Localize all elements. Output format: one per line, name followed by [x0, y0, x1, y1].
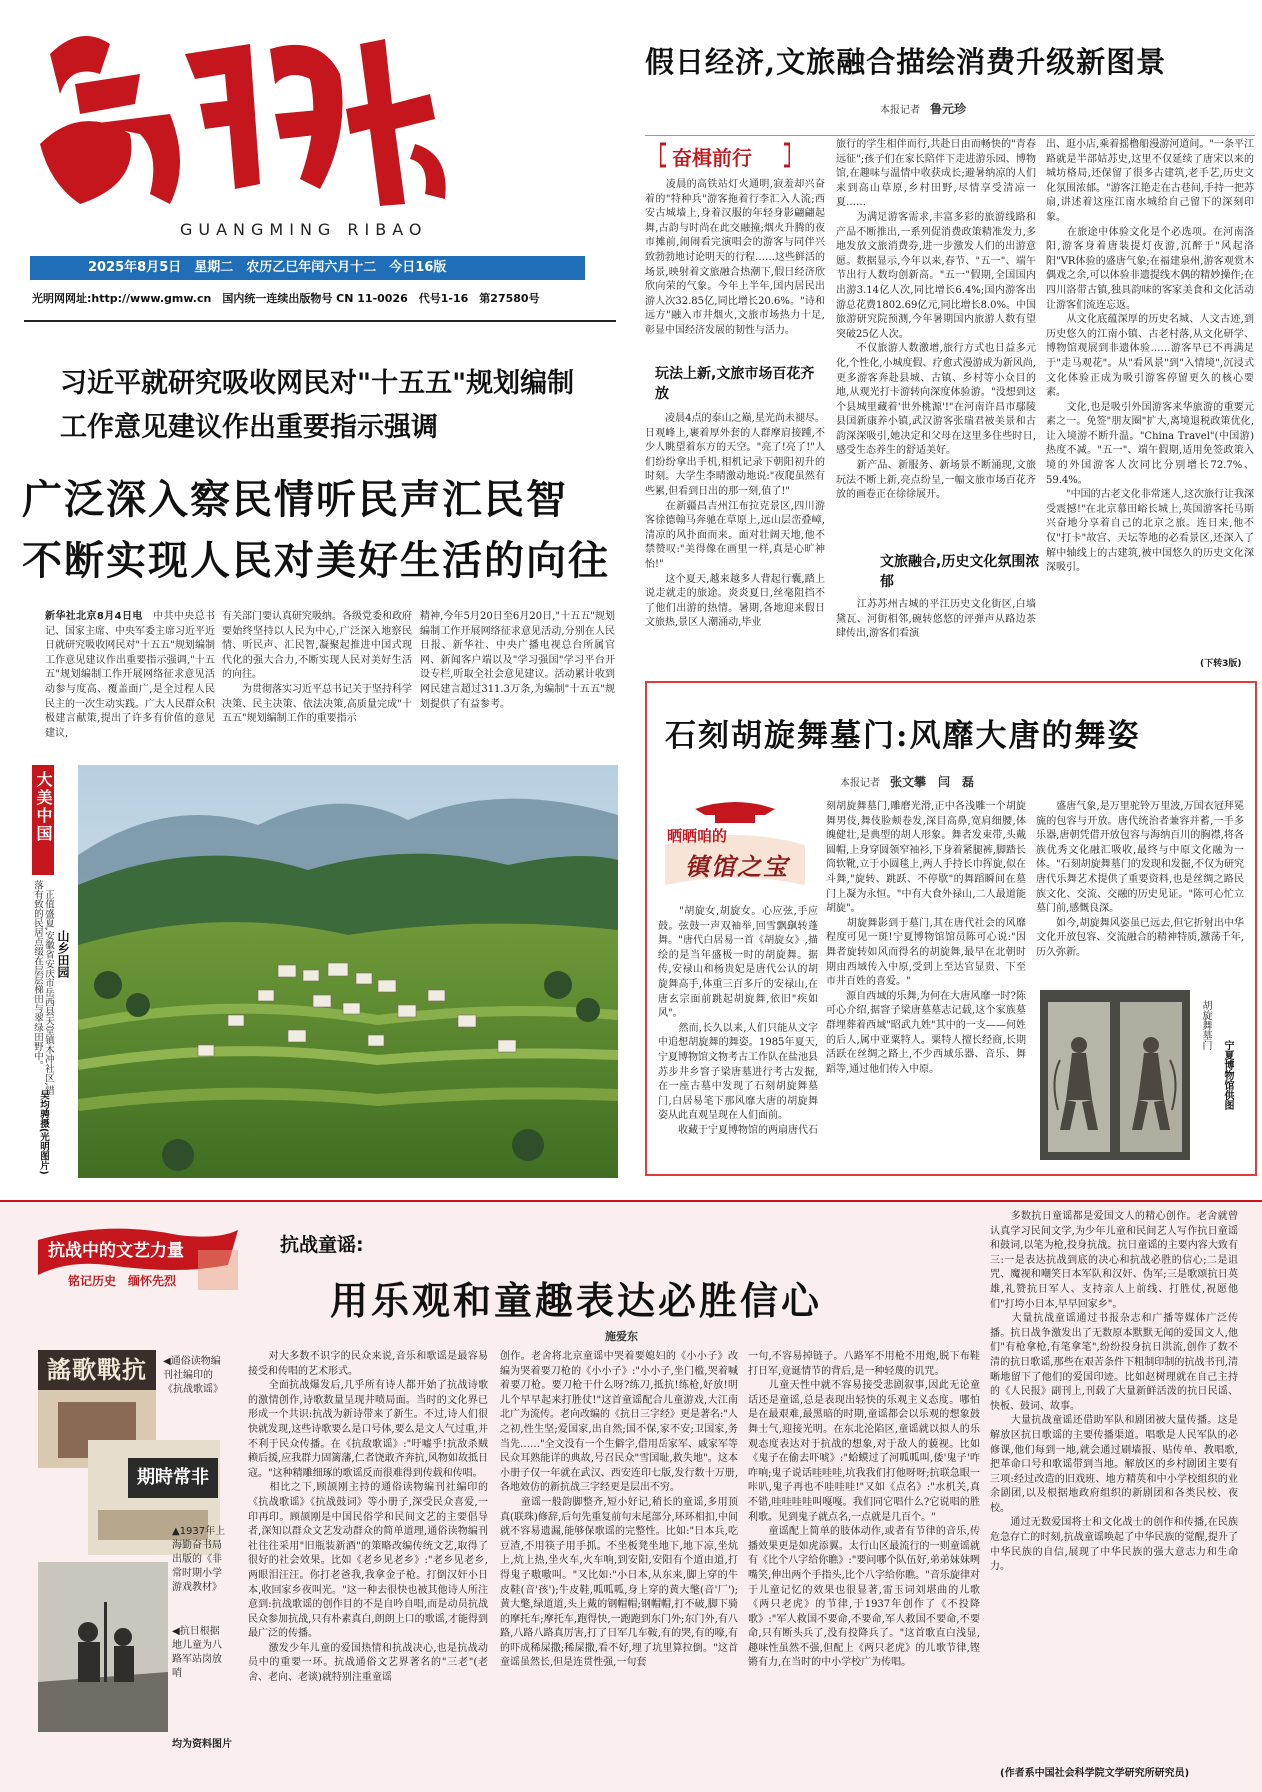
war-col2: 创作。老舍将北京童谣中哭着要媳妇的《小小子》改编为哭着要刀枪的《小小子》:"小小子,坐门槛,哭着喊着要刀枪。要刀枪干什么呀?练刀,抵抗!练枪,好放!明儿个早早起来打胜仗!"这首童谣配合儿童游戏,大江南北广为流传。老向改编的《抗日三字经》更是著名:"人之初,性生坚;爱国家,出自然;国不保,家不安;卫国家,务当先……"全文没有一个生僻字,借用岳家军、戚家军等民众耳熟能详的典故,号召民众"雪国耻,救失地"。这本小册子仅一年就在武汉、西安连印七版,发行数十万册,各地效仿的新抗战三字经更是层出不穷。 童谣一般韵脚整齐,短小好记,稍长的童谣,多用顶真(联珠)修辞,后句先重复前句末尾部分,环环相扣,中间就不容易遗漏,能够保歌谣的完整性。比如:"日本兵,吃豆渣,不用筷子用手抓。不坐板凳坐地下,地下凉,坐炕上,炕上热,坐火车,火车响,到安阳,安阳有个道由道,打得鬼子嗷嗷叫。"又比如:"小日本,从东来,脚上穿的牛皮鞋(音'孩');牛皮鞋,呱呱呱,身上穿的黄大氅(音'厂');黄大氅,绿道道,头上戴的钢帽帽;钢帽帽,打不破,脚下骑的摩托车;摩托车,跑得快,一跑跑到东门外;东门外,有八路,八路八路真厉害,打了日军几车鞍,有的哭,有的嚎,有的吓成稀屎撒;稀屎撒,看不好,埋了坑里算拉倒。"这首童谣虽然长,但是连贯性强,一句套: [500, 1351, 738, 1669]
lead-col1: [45, 610, 215, 740]
war-col1: 对大多数不识字的民众来说,音乐和歌谣是最容易接受和传唱的艺术形式。 全面抗战爆发后,几乎所有诗人都开始了抗战诗歌的激情创作,诗歌数量呈现井喷局面。当时的文化界已形成一个共识:抗战为新诗带来了新生。不过,诗人们很快就发现,这些诗歌要么是口号体,要么是文人气过重,并不利于民众传播。在《抗敌歌谣》:"吁嘘乎!抗敌杀贼赖后援,应我群力固篱藩,仁者饶敢齐奔抗,风物如故抵日寇。"这种精雕细琢的歌谣反而很难得到传载和传唱。 相比之下,顾颉刚主持的通俗读物编刊社编印的《抗战歌谣》《抗战鼓词》等小册子,深受民众喜爱,一印再印。顾颉刚是中国民俗学和民间文艺的主要倡导者,深知以群众文艺发动群众的简单道理,通俗读物编刊社往往采用"旧瓶装新酒"的策略改编传统文艺,取得了很好的社会效果。比如《老乡见老乡》:"老乡见老乡,两眼泪汪汪。你打老爸我,我拿金子枪。打倒汉奸小日本,收回家乡夜叫光。"这一种去很快也被其他诗人所注意到:抗战歌谣的创作目的不是自吟自唱,而是动员抗战民众参加抗战,只有朴素真白,朗朗上口的歌谣,才能得到最广泛的传播。 激发少年儿童的爱国热情和抗战决心,也是抗战动员中的重要一环。抗战通俗文艺界著名的"三老"(老舍、老向、老谈)就特别注重童谣: [248, 1351, 488, 1684]
war-col3: 一句,不容易掉链子。八路军不用枪不用炮,脱下布鞋打日军,竟诞情节的背后,是一种轻蔑的讥咒。 儿童天性中就不容易接受悲剧叙事,因此无论童话还是童谣,总是表现出轻快的乐观主义态度。哪怕是在最艰难,最黑暗的时期,童谣都会以乐观的想象鼓舞士气,迎接光明。在东北沦陷区,童谣就以拟人的乐观态度表达对于抗战的想象,对于敌人的藐视。比如《鬼子在偷去吓唬》:"蛤蟆过了河呱呱叫,倭'鬼子'咋咋响;鬼子说话哇哇哇,坑我我们打他呀呀;抗联急眼一咔叭,鬼子再也不哇哇哇!"又如《点名》:"水机关,真不错,哇哇哇哇叫嘎嘎。我们同它唱什么?它说唱的胜利歌。见到鬼子就点名,一点就是几百个。" 童谣配上简单的肢体动作,或者有节律的音乐,传播效果更是如虎添翼。太行山区最流行的一则童谣就有《比个八字给你瞧》:"要问哪个队伍好,弟弟妹妹咧嘴笑,伸出两个手指头,比个八字给你瞧。"音乐旋律对于儿童记忆的效果也很显著,雷玉词刘堪曲的儿歌《两只老虎》的节律,于1937年创作了《不投降歌》:"军人救国不要命,不要命,军人救国不要命,不要命,只有断头兵了,没有投降兵了。"这首歌直白浅显,趣味性虽然不强,但配上《两只老虎》的儿歌节律,铿锵有力,在当时的中小学校广为传唱。: [748, 1351, 980, 1669]
tag-label: 奋楫前行: [672, 146, 752, 170]
war-feature-top-rule: [0, 1200, 1262, 1202]
war-badge-main: 抗战中的文艺力量: [48, 1241, 184, 1261]
museum-byline-names: 张文攀 闫 磊: [890, 775, 975, 789]
badge-top-text: 晒晒咱的: [667, 827, 728, 845]
lead-col3: 精神,今年5月20日至6月20日,"十五五"规划编制工作开展网络征求意见活动,分别在人民日报、新华社、中央广播电视总台所属官网、新闻客户端以及"学习强国"学习平台开设专栏,听取全社会意见建议。活动累计收到网民建言超过311.3万条,为编制"十五五"规划提供了有益参考。: [420, 611, 615, 710]
war-series-badge: [28, 1220, 248, 1300]
lead-headline-line2: 不断实现人民对美好生活的向往: [22, 538, 610, 584]
lead-dateline: 新华社北京8月4日电: [45, 611, 143, 622]
byline-name: 鲁元珍: [930, 102, 967, 116]
tomb-photo-caption: 胡旋舞墓门: [1200, 1000, 1211, 1050]
newspaper-logo: [20, 14, 460, 219]
war-col4: 多数抗日童谣都是爱国文人的精心创作。老舍就曾认真学习民间文学,为少年儿童和民间艺人写作抗日童谣和鼓词,以笔为枪,投身抗战。抗日童谣的主要内容大致有三:一是表达抗战到底的决心和抗战必胜的信心;二是诅咒、魔视和嘲笑日本军队和汉奸、伪军;三是歌颂抗日英雄,礼赞抗日军人、支持亲人上前线、打胜仗,祝愿他们"打垮小日本,早早回家乡"。 大量抗战童谣通过书报杂志和广播等媒体广泛传播。抗日战争激发出了无数原本默默无闻的爱国文人,他们"有枪拿枪,有笔拿笔",纷纷投身抗日洪流,创作了数不清的抗日歌谣,那些在艰苦条件下粗制印制的抗战书刊,清晰地留下了他们的爱国印迹。比如赵树理就在自己主持的《人民报》副刊上,刊载了大量新鲜活泼的抗日民谣、快板、鼓词、故事。 大量抗战童谣还借助军队和剧团被大量传播。这是解放区抗日歌谣的主要传播渠道。唱歌是人民军队的必修课,他们每到一地,就会通过刷墙报、贴传单、教唱歌,把革命口号和歌谣带到当地。解放区的乡村剧团主要有三项:经过改造的旧戏班、地方精英和中小学校组织的业余剧团,以及根据地政府组织的新剧团和各类民校、夜校。 通过无数爱国将士和文化战士的创作和传播,在民族危急存亡的时刻,抗战童谣唤起了中华民族的觉醒,提升了中华民族的自信,展现了中华民族的强大意志力和生命力。: [990, 1211, 1238, 1573]
date-bar: 2025年8月5日 星期二 农历乙巳年闰六月十二 今日16版: [30, 256, 585, 280]
tourism-col2: 旅行的学生相伴而行,共赴日由而畅快的"青春远征";孩子们在家长陪伴下走进游乐园、博物馆,在趣味与温情中收获成长;避暑纳凉的人们来到高山草原,乡村田野,尽情享受清凉一夏…… 为满足游客需求,丰富多彩的旅游线路和产品不断推出,一系列促消费政策精准发力,多地发放文旅消费券,进一步激发人们的出游意愿。数据显示,今年以来,春节、"五一"、端午节出行人数均创新高。"五一"假期,全国国内出游3.14亿人次,同比增长6.4%;国内游客出游总花费1802.69亿元,同比增长8.0%。中国旅游研究院预测,今年暑期国内旅游人数有望突破25亿人次。 不仅旅游人数激增,旅行方式也日益多元化,个性化,小城度假、疗愈式漫游成为新风尚,更多游客奔赴县城、古镇、乡村等小众目的地,从观光打卡游转向深度体验游。"没想到这个县城里藏着'世外桃源'!"在河南许昌市鄢陵县国新康养小镇,武汉游客张瑞君被美景和古韵深深吸引,她决定和父母在这里多住些时日,感受生态养生的舒适美好。 新产品、新服务、新场景不断涌现,文旅玩法不断上新,亮点纷呈,一幅文旅市场百花齐放的画卷正在徐徐展开。: [836, 139, 1036, 501]
tourism-col1-bottom: 凌晨4点的泰山之巅,星光尚未褪尽。日观峰上,裹着厚外套的人群摩肩接踵,不少人眺望着东方的天空。"亮了!亮了!"人们纷纷拿出手机,相机记录下朝阳初升的时刻。大学生李晴激动地说:"夜爬虽然有些累,但看到日出的那一刻,值了!" 在新疆昌吉州江布拉克景区,四川游客徐德翰马奔驰在草原上,远山层峦叠嶂,清凉的风扑面而来。面对壮阔天地,他不禁赞叹:"美得像在画里一样,真是心旷神怡!" 这个夏天,越来越多人背起行囊,踏上说走就走的旅途。炎炎夏日,丝毫阻挡不了他们出游的热情。暑期,各地迎来假日文旅热,景区人潮涌动,毕业: [645, 413, 825, 629]
photo-tag: 大美中国: [34, 771, 53, 843]
photo-caption-title: 山乡田园: [56, 930, 70, 978]
publication-info: 光明网网址:http://www.gmw.cn 国内统一连续出版物号 CN 11-0026 代号1-16 第27580号: [32, 292, 540, 305]
school-games-cover-title: 期時常非: [128, 1458, 218, 1498]
caption-war-songs: ◀通俗读物编刊社编印的《抗战歌谣》: [163, 1356, 223, 1395]
children-sentry-photo: [38, 1562, 168, 1732]
war-headline: 用乐观和童趣表达必胜信心: [330, 1278, 823, 1323]
continued-note: (下转3版): [1200, 659, 1242, 669]
logo-calligraphy: [20, 14, 460, 219]
museum-byline: [840, 773, 974, 790]
photo-tag-box: [32, 765, 54, 875]
byline-role: 本报记者: [880, 105, 920, 116]
sentry-illustration: [38, 1562, 168, 1732]
tourism-rule: [645, 135, 1255, 136]
war-kicker: 抗战童谣:: [280, 1234, 364, 1256]
lead-kicker: 习近平就研究吸收网民对"十五五"规划编制工作意见建议作出重要指示强调: [60, 368, 575, 443]
war-photo-credit: 均为资料图片: [172, 1739, 232, 1750]
tourism-section-tag: [660, 140, 790, 170]
tourism-subhead-2: 文旅融合,历史文化氛围浓郁: [880, 554, 1040, 590]
war-songs-cover-title: 謠歌戰抗: [38, 1350, 156, 1390]
tourism-col2-bottom: 江苏苏州古城的平江历史文化街区,白墙黛瓦、河街相邻,碗转悠悠的评弹声从路边茶肆传出,游客们看演: [836, 599, 1036, 640]
tourism-col1-top: 凌晨的高铁站灯火通明,寂羞却兴奋着的"特种兵"游客拖着行李汇入人流;西安古城墙上,身着汉服的年轻身影翩翩起舞,古韵与时尚在此交融撞;烟火升腾的夜市摊前,闹闹看完演唱会的游客与同伴兴致勃勃地讨论明天的行程……这些鲜活的场景,映射着文旅融合热潮下,假日经济欣欣向荣的气象。今年上半年,国内居民出游人次32.85亿,同比增长20.6%。"诗和远方"融入市井烟火,文旅市场热力十足,彰显中国经济发展的韧性与活力。: [645, 179, 825, 336]
war-badge-sub: 铭记历史 缅怀先烈: [68, 1274, 177, 1288]
lead-headline-line1: 广泛深入察民情听民声汇民智: [22, 477, 568, 523]
museum-badge: [655, 795, 815, 895]
tourism-headline: 假日经济,文旅融合描绘消费升级新图景: [645, 45, 1167, 79]
lead-col1-text: 中共中央总书记、国家主席、中央军委主席习近平近日就研究吸收网民对"十五五"规划编制工作意见建议作出重要指示强调,"十五五"规划编制工作开展网络征求意见活动参与度高、覆盖面广,是全过程人民民主的一次生动实践。广大人民群众积极建言献策,提出了许多有价值的意见建议,: [45, 611, 215, 739]
tomb-door-photo: [1040, 990, 1190, 1160]
museum-byline-role: 本报记者: [840, 778, 880, 789]
masthead-divider: [24, 320, 616, 322]
war-author: 施爱东: [605, 1330, 638, 1343]
photo-caption: 正值盛夏,安徽省安庆市岳西县天堂镇木冲社区,错落有致的民居点缀在层层梯田与翠绿田野中。: [32, 880, 54, 1096]
tourism-byline: [880, 100, 966, 117]
museum-col1-bottom: "胡旋女,胡旋女。心应弦,手应鼓。弦鼓一声双袖举,回雪飘飖转蓬舞。"唐代白居易一首《胡旋女》,描绘的是当年盛极一时的胡旋舞。据传,安禄山和杨贵妃是唐代公认的胡旋舞高手,体重三百多斤的安禄山,在唐玄宗面前跳起胡旋舞,依旧"疾如风"。 然而,长久以来,人们只能从文字中追想胡旋舞的舞姿。1985年夏天,宁夏博物馆文物考古工作队在盐池县苏步井乡窨子梁唐墓进行考古发掘,在一座古墓中发现了石刻胡旋舞墓门,白居易笔下那风靡大唐的胡旋舞姿从此直观呈现在人们面前。 收藏于宁夏博物馆的两扇唐代石: [658, 906, 818, 1136]
museum-col3: 盛唐气象,是万里驼铃万里波,万国衣冠拜冕旒的包容与开放。唐代统治者兼容并蓄,一手多乐器,唐朝凭借开放包容与海纳百川的胸襟,将各族优秀文化融汇吸收,最终与中原文化融为一体。"石刻胡旋舞墓门的发现和发掘,不仅为研究唐代乐舞艺术提供了重要资料,也是丝绸之路民族文化、交流、交融的历史见证。"陈可心忙立墓门前,感慨良深。 如今,胡旋舞风姿虽已远去,但它折射出中华文化开放包容、交流融合的精神特质,激荡千年,历久弥新。: [1036, 801, 1244, 958]
photo-credit: 吴均骋摄(光明图片): [38, 1090, 49, 1175]
lead-col2: 有关部门要认真研究吸纳。各级党委和政府要始终坚持以人民为中心,广泛深入地察民情、听民声、汇民智,凝聚起推进中国式现代化的强大合力,不断实现人民对美好生活的向往。 为贯彻落实习近平总书记关于坚持科学决策、民主决策、依法决策,高质量完成"十五五"规划编制工作的重要指示: [222, 611, 412, 725]
tomb-photo-credit: 宁夏博物馆供图: [1222, 1040, 1233, 1110]
lead-headline: [22, 470, 622, 592]
village-landscape-photo: [78, 765, 618, 1178]
museum-headline: 石刻胡旋舞墓门:风靡大唐的舞姿: [665, 718, 1141, 754]
tourism-subhead-1: 玩法上新,文旅市场百花齐放: [655, 366, 815, 402]
masthead-pinyin: GUANGMING RIBAO: [180, 220, 428, 239]
badge-main-text: 镇馆之宝: [685, 852, 789, 881]
caption-school-games: ▲1937年上海勤奋书局出版的《非常时期小学游戏教材》: [172, 1526, 226, 1593]
tourism-col3: 出、逛小店,乘着摇橹船漫游河道间。"一条平江路就是半部姑苏史,这里不仅延续了唐宋以来的城坊格局,还保留了很多古建筑,老手艺,历史文化氛围浓郁。"游客江艳走在古巷间,手持一把苏扇,讲述着这座江南水城给自己留下的深刻印象。 在旅途中体验文化是个必选项。在河南洛阳,游客身着唐装提灯夜游,沉醉于"风起洛阳"VR体验的盛唐气象;在福建泉州,游客观赏木偶戏之余,可以体验非遗提线木偶的精妙操作;在四川洛带古镇,独具韵味的客家美食和文化活动让游客们流连忘返。 从文化底蕴深厚的历史名城、人文古迹,到历史悠久的江南小镇、古老村落,从文化研学、博物馆观展到非遗体验……游客早已不再满足于"走马观花"。从"看风景"到"入情境",沉浸式文化体验正成为吸引游客停留更久的核心要素。 文化,也是吸引外国游客来华旅游的重要元素之一。免签"朋友圈"扩大,离境退税政策优化,让入境游不断升温。"China Travel"(中国游)热度不减。"五一"、端午假期,适用免签政策入境的外国游客人次同比分别增长72.7%、59.4%。 "中国的古老文化非常迷人,这次旅行让我深受震撼!"在北京慕田峪长城上,英国游客托马斯兴奋地分享着自己的北京之旅。连日来,他不仅"打卡"故宫、天坛等地的必看景区,还深入了解中轴线上的古建筑,被中国悠久的历史文化深深吸引。: [1046, 139, 1254, 574]
landscape-illustration: [78, 765, 618, 1178]
caption-children-sentry: ◀抗日根据地儿童为八路军站岗放哨: [172, 1626, 222, 1679]
tomb-door-illustration: [1040, 990, 1190, 1160]
museum-col2: 刻胡旋舞墓门,雕磨光滑,正中各浅雕一个胡旋舞男伎,舞伎脸颊卷发,深目高鼻,宽肩细腰,体魄健壮,是典型的胡人形象。舞者发束带,头戴圆帽,上身穿圆领窄袖衫,下身着紧腿裤,脚踏长筒软靴,立于小圆毯上,两人手持长巾挥旋,似在斗舞,"旋转、跳跃、不停歇"的舞蹈瞬间在墓门上凝为永恒。"中有大食外禄山,二人最道能胡旋"。 胡旋舞影到于墓门,其在唐代社会的风靡程度可见一斑!宁夏博物馆馆员陈可心说:"因舞者旋转如风而得名的胡旋舞,最早在北朝时期由西域传入中原,受到上至达官显贵、下至市井百姓的喜爱。" 源自西域的乐舞,为何在大唐风靡一时?陈可心介绍,据窨子梁唐墓墓志记载,这个家族墓群埋葬着西域"昭武九姓"其中的一支——何姓的后人,属中亚粟特人。粟特人擅长经商,长期活跃在丝绸之路上,不少西域乐器、音乐、舞蹈等,通过他们传入中原。: [826, 801, 1026, 1075]
war-author-affiliation: (作者系中国社会科学院文学研究所研究员): [1000, 1768, 1190, 1779]
